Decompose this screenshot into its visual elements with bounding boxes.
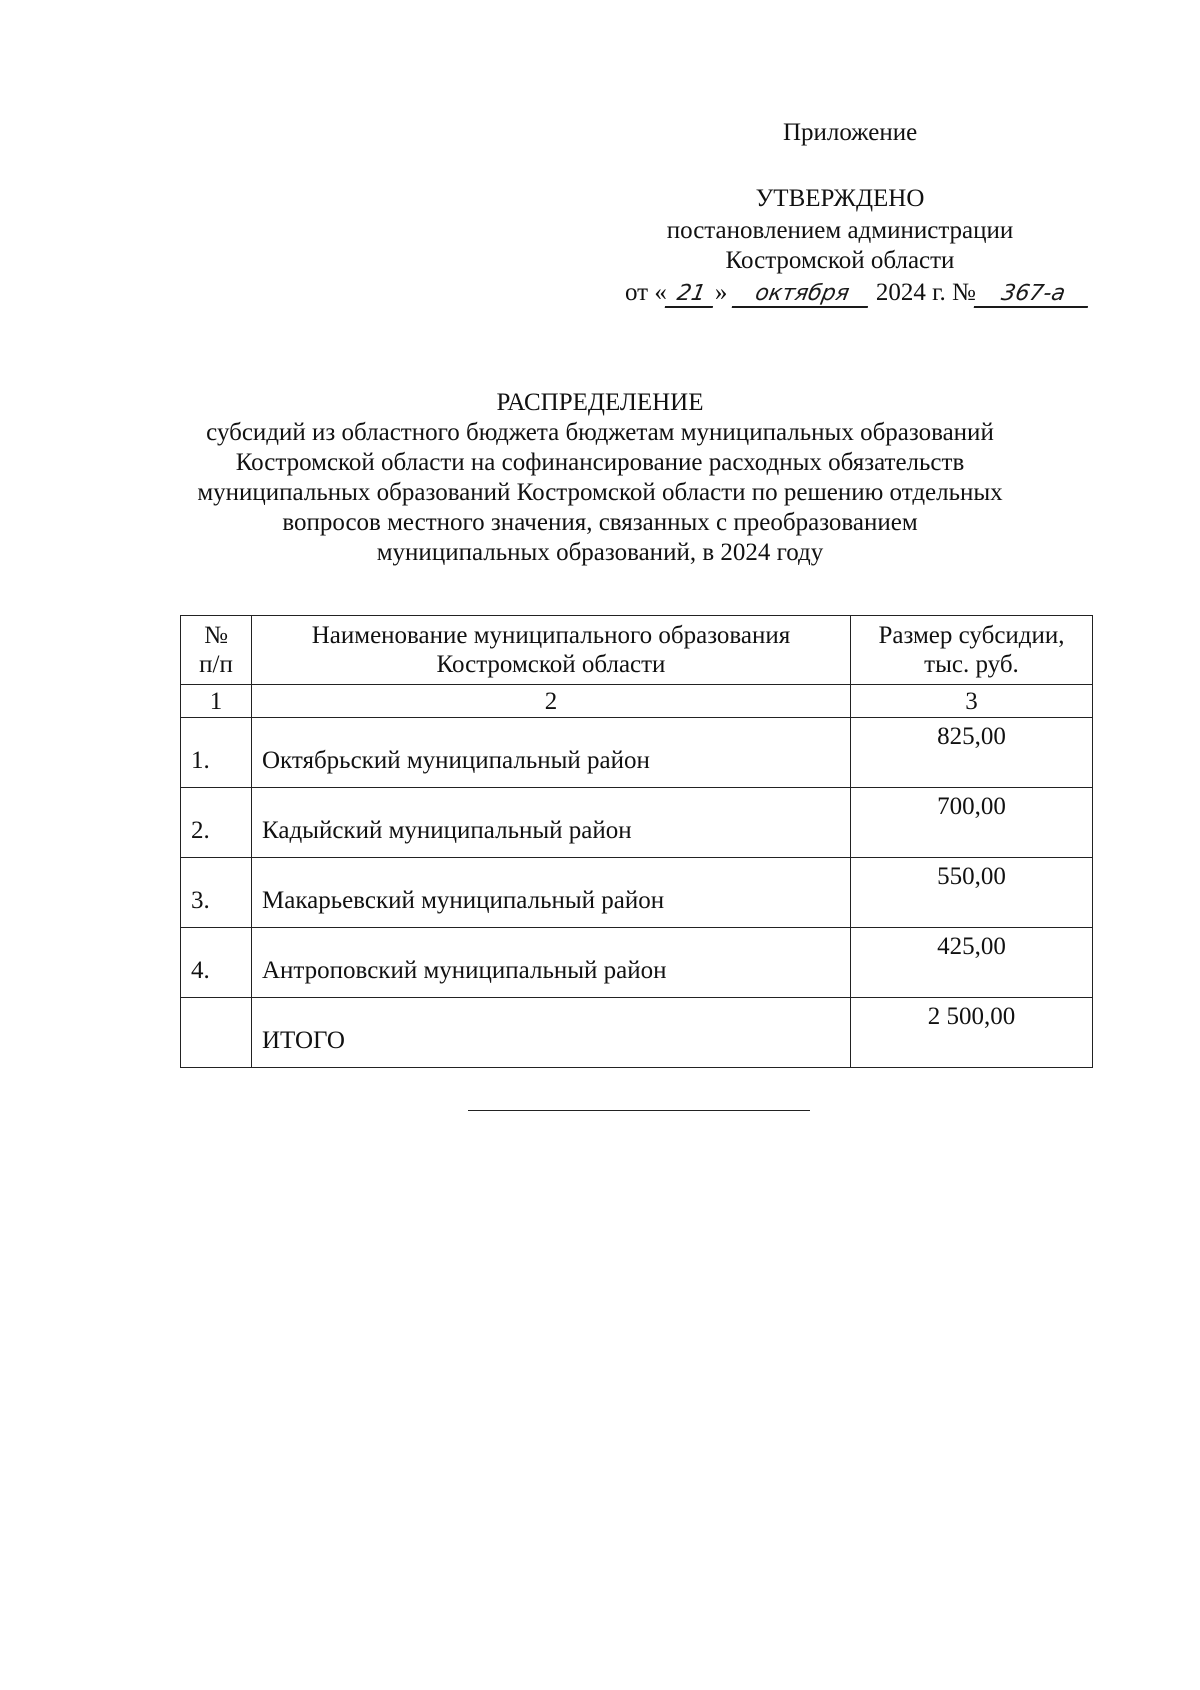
appendix-label: Приложение: [783, 119, 918, 146]
closing-separator-line: [468, 1110, 810, 1111]
table-row: [181, 718, 1093, 788]
document-title: [150, 388, 1050, 568]
table-header-row: [181, 616, 1093, 685]
date-mid: »: [714, 279, 728, 306]
row-num: 1.: [181, 718, 252, 788]
column-index: 1: [181, 685, 252, 718]
row-num: 3.: [181, 858, 252, 928]
header-amount-line2: тыс. руб.: [924, 651, 1019, 678]
total-amount: 2 500,00: [851, 998, 1093, 1068]
table-row: [181, 788, 1093, 858]
title-line: субсидий из областного бюджета бюджетам муниципальных образований: [206, 419, 994, 446]
distribution-table: [180, 615, 1093, 1068]
row-num: 4.: [181, 928, 252, 998]
row-name: Октябрьский муниципальный район: [252, 718, 851, 788]
table-row: [181, 928, 1093, 998]
header-num-line1: №: [204, 622, 228, 649]
column-index: 2: [252, 685, 851, 718]
row-name: Макарьевский муниципальный район: [252, 858, 851, 928]
header-amount: [851, 616, 1093, 685]
decree-date-line: [625, 278, 1120, 308]
header-name-line2: Костромской области: [436, 651, 666, 678]
header-amount-line1: Размер субсидии,: [878, 622, 1065, 649]
approved-title: УТВЕРЖДЕНО: [755, 185, 925, 212]
row-amount: 700,00: [851, 788, 1093, 858]
row-amount: 550,00: [851, 858, 1093, 928]
approved-by-line2: Костромской области: [725, 247, 955, 274]
total-label: ИТОГО: [252, 998, 851, 1068]
header-name-line1: Наименование муниципального образования: [311, 622, 791, 649]
approved-stamp: [650, 184, 1030, 276]
title-line: Костромской области на софинансирование расходных обязательств: [235, 449, 965, 476]
row-name: Кадыйский муниципальный район: [252, 788, 851, 858]
handwritten-day: 21: [665, 282, 718, 308]
column-index-row: [181, 685, 1093, 718]
header-num: [181, 616, 252, 685]
row-amount: 425,00: [851, 928, 1093, 998]
title-line: муниципальных образований, в 2024 году: [376, 539, 824, 566]
handwritten-number: 367-а: [974, 282, 1093, 308]
title-line: вопросов местного значения, связанных с преобразованием: [282, 509, 918, 536]
approved-by-line1: постановлением администрации: [666, 217, 1014, 244]
header-name: [252, 616, 851, 685]
row-name: Антроповский муниципальный район: [252, 928, 851, 998]
title-line: муниципальных образований Костромской области по решению отдельных: [197, 479, 1003, 506]
column-index: 3: [851, 685, 1093, 718]
title-main: РАСПРЕДЕЛЕНИЕ: [496, 389, 704, 416]
row-num: 2.: [181, 788, 252, 858]
total-num: [181, 998, 252, 1068]
table-total-row: [181, 998, 1093, 1068]
date-prefix: от «: [625, 279, 667, 306]
handwritten-month: октября: [731, 282, 872, 308]
header-num-line2: п/п: [199, 651, 233, 678]
year-text: 2024 г. №: [875, 279, 976, 306]
table-row: [181, 858, 1093, 928]
approval-block: [600, 118, 1120, 308]
row-amount: 825,00: [851, 718, 1093, 788]
